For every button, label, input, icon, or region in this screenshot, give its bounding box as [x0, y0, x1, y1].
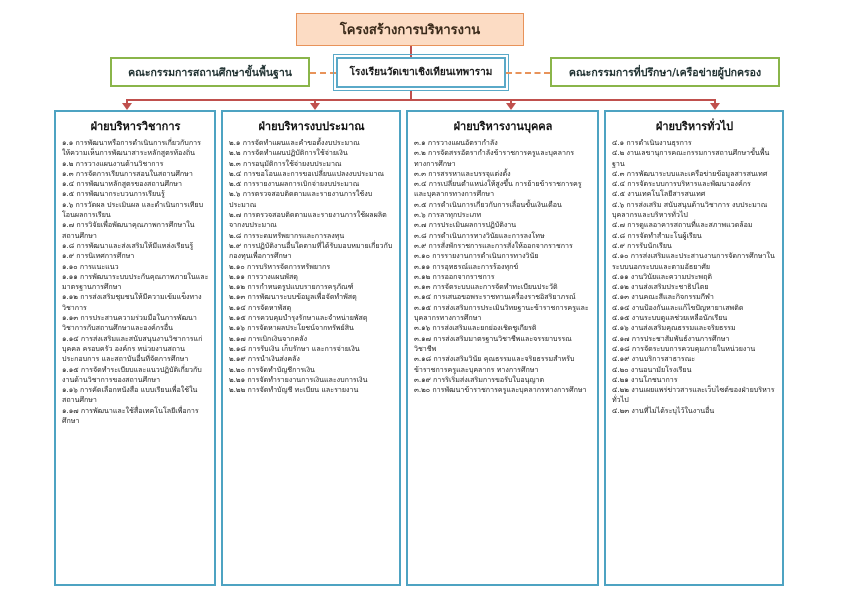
list-item: ๓.๘ การดำเนินการทางวินัยและการลงโทษ — [414, 230, 545, 240]
list-item: ๔.๑๙ งานบริการสาธารณะ — [612, 354, 696, 364]
list-item: ๓.๑๑ การอุทธรณ์และการร้องทุกข์ — [414, 261, 519, 271]
list-item: ๑.๑๓ การประสานความร่วมมือในการพัฒนาวิชาการกับสถานศึกษาและองค์กรอื่น — [62, 313, 197, 333]
list-item: ๔.๒ งานเลขานุการคณะกรรมการสถานศึกษาขั้นพื้นฐาน — [612, 148, 770, 168]
arrow-1 — [122, 103, 132, 110]
list-item: ๔.๑๒ งานส่งเสริมประชาธิปไตย — [612, 282, 709, 292]
arrow-2 — [310, 103, 320, 110]
list-item: ๔.๙ การรับนักเรียน — [612, 240, 672, 250]
dept-title: ฝ่ายบริหารงบประมาณ — [258, 120, 365, 133]
list-item: ๒.๑๒ การกำหนดรูปแบบรายการครุภัณฑ์ — [229, 282, 354, 292]
list-item: ๓.๙ การสั่งพักราชการและการสั่งให้ออกจากราชการ — [414, 240, 573, 250]
list-item: ๔.๑๗ การประชาสัมพันธ์งานการศึกษา — [612, 333, 730, 343]
list-item: ๔.๒๓ งานที่ไม่ได้ระบุไว้ในงานอื่น — [612, 405, 715, 415]
list-item: ๑.๘ การพัฒนาและส่งเสริมให้มีแหล่งเรียนรู้ — [62, 240, 194, 250]
list-item: ๓.๑๒ การออกจากราชการ — [414, 271, 495, 281]
list-item: ๒.๑๔ การจัดหาพัสดุ — [229, 302, 292, 312]
list-item: ๔.๖ การส่งเสริม สนับสนุนด้านวิชาการ งบประมาณบุคลากรและบริหารทั่วไป — [612, 199, 768, 220]
list-item: ๒.๑๙ การนำเงินส่งคลัง — [229, 354, 300, 364]
list-item: ๓.๑๐ การรายงานการดำเนินการทางวินัย — [414, 251, 539, 261]
list-item: ๔.๑๘ การจัดระบบการควบคุมภายในหน่วยงาน — [612, 343, 756, 353]
list-item: ๓.๕ การดำเนินการเกี่ยวกับการเลื่อนขั้นเงินเดือน — [414, 199, 562, 209]
list-item: ๓.๗ การประเมินผลการปฏิบัติงาน — [414, 220, 517, 230]
list-item: ๔.๑๕ งานระบบดูแลช่วยเหลือนักเรียน — [612, 313, 728, 323]
list-item: ๒.๑๕ การควบคุมบำรุงรักษาและจำหน่ายพัสดุ — [229, 313, 368, 323]
list-item: ๔.๘ การจัดทำสำมะโนผู้เรียน — [612, 230, 702, 240]
list-item: ๑.๓ การจัดการเรียนการสอนในสถานศึกษา — [62, 168, 193, 178]
list-item: ๔.๒๑ งานโภชนาการ — [612, 374, 678, 384]
list-item: ๑.๑๗ การพัฒนาและใช้สื่อเทคโนโลยีเพื่อการศึกษา — [62, 405, 199, 426]
list-item: ๒.๑ การจัดทำแผนและคำขอตั้งงบประมาณ — [229, 138, 360, 147]
list-item: ๑.๙ การนิเทศการศึกษา — [62, 251, 135, 261]
list-item: ๔.๑๓ งานคณะสีและกิจกรรมกีฬา — [612, 292, 714, 302]
right-dash-connector — [506, 72, 550, 74]
right-committee-box: คณะกรรมการที่ปรึกษา/เครือข่ายผู้ปกครอง — [550, 57, 780, 87]
dept-academic — [54, 110, 216, 586]
list-item: ๓.๑๔ การเสนอขอพระราชทานเครื่องราชอิสริยาภรณ์ — [414, 292, 576, 302]
list-item: ๒.๒๑ การจัดทำรายงานการเงินและงบการเงิน — [229, 374, 368, 384]
list-item: ๔.๒๒ งานเผยแพร่ข่าวสารและเว็บไซต์ของฝ่ายบริหารทั่วไป — [612, 385, 775, 405]
branch-line — [126, 99, 714, 101]
list-item: ๔.๓ การพัฒนาระบบและเครือข่ายข้อมูลสารสนเทศ — [612, 168, 768, 178]
list-item: ๒.๒ การจัดทำแผนปฏิบัติการใช้จ่ายเงิน — [229, 148, 348, 158]
list-item: ๑.๕ การพัฒนากระบวนการเรียนรู้ — [62, 189, 165, 199]
list-item: ๒.๒๐ การจัดทำบัญชีการเงิน — [229, 364, 315, 374]
list-item: ๒.๒๒ การจัดทำบัญชี ทะเบียน และรายงาน — [229, 385, 359, 395]
list-item: ๓.๑๕ การส่งเสริมการประเมินวิทยฐานะข้าราชการครูและบุคลากรทางการศึกษา — [414, 302, 589, 323]
list-item: ๔.๕ งานเทคโนโลยีสารสนเทศ — [612, 189, 706, 199]
list-item: ๒.๘ การระดมทรัพยากรและการลงทุน — [229, 230, 345, 240]
dept-items — [612, 138, 777, 416]
list-item: ๒.๑๗ การเบิกเงินจากคลัง — [229, 333, 308, 343]
dept-items — [62, 138, 209, 426]
left-dash-connector — [310, 72, 336, 74]
list-item: ๓.๒๐ การพัฒนาข้าราชการครูและบุคลากรทางการศึกษา — [414, 385, 587, 395]
list-item: ๓.๑๙ การริเริ่มส่งเสริมการขอรับใบอนุญาต — [414, 374, 545, 384]
dept-general — [604, 110, 784, 586]
list-item: ๑.๔ การพัฒนาหลักสูตรของสถานศึกษา — [62, 179, 182, 189]
list-item: ๒.๗ การตรวจสอบติดตามและรายงานการใช้ผลผลิตจากงบประมาณ — [229, 210, 387, 230]
list-item: ๓.๒ การจัดสรรอัตรากำลังข้าราชการครูและบุคลากรทางการศึกษา — [414, 148, 575, 168]
list-item: ๒.๑๘ การรับเงิน เก็บรักษา และการจ่ายเงิน — [229, 343, 360, 353]
list-item: ๓.๓ การสรรหาและบรรจุแต่งตั้ง — [414, 168, 511, 178]
list-item: ๔.๑๔ งานป้องกันและแก้ไขปัญหายาเสพติด — [612, 302, 744, 312]
list-item: ๒.๖ การตรวจสอบติดตามและรายงานการใช้งบประมาณ — [229, 189, 373, 209]
dept-title: ฝ่ายบริหารงานบุคคล — [453, 120, 553, 133]
list-item: ๓.๖ การลาทุกประเภท — [414, 210, 482, 220]
title-connector — [410, 46, 412, 57]
list-item: ๑.๑๕ การจัดทำระเบียบและแนวปฏิบัติเกี่ยวกับงานด้านวิชาการของสถานศึกษา — [62, 364, 202, 384]
dept-title: ฝ่ายบริหารทั่วไป — [655, 120, 734, 133]
list-item: ๓.๑๓ การจัดระบบและการจัดทำทะเบียนประวัติ — [414, 282, 558, 292]
dept-title: ฝ่ายบริหารวิชาการ — [90, 120, 181, 133]
school-box: โรงเรียนวัดเขาเชิงเทียนเทพาราม — [336, 57, 506, 88]
list-item: ๓.๑ การวางแผนอัตรากำลัง — [414, 138, 498, 147]
list-item: ๒.๕ การรายงานผลการเบิกจ่ายงบประมาณ — [229, 179, 360, 189]
dept-items — [229, 138, 394, 395]
list-item: ๒.๓ การอนุมัติการใช้จ่ายงบประมาณ — [229, 158, 342, 168]
dept-items — [414, 138, 592, 395]
list-item: ๒.๔ การขอโอนและการขอเปลี่ยนแปลงงบประมาณ — [229, 168, 385, 178]
list-item: ๑.๑ การพัฒนาหรือการดำเนินการเกี่ยวกับการให้ความเห็นการพัฒนาสาระหลักสูตรท้องถิ่น — [62, 138, 201, 158]
list-item: ๔.๑๖ งานส่งเสริมคุณธรรมและจริยธรรม — [612, 323, 736, 333]
list-item: ๓.๑๗ การส่งเสริมมาตรฐานวิชาชีพและจรรยาบรรณวิชาชีพ — [414, 333, 572, 353]
list-item: ๔.๒๐ งานอนามัยโรงเรียน — [612, 364, 692, 374]
left-committee-box: คณะกรรมการสถานศึกษาขั้นพื้นฐาน — [110, 57, 310, 87]
list-item: ๑.๗ การวิจัยเพื่อพัฒนาคุณภาพการศึกษาในสถานศึกษา — [62, 220, 195, 240]
chart-title: โครงสร้างการบริหารงาน — [296, 13, 524, 46]
list-item: ๔.๑๐ การส่งเสริมและประสานงานการจัดการศึกษาในระบบนอกระบบและตามอัธยาศัย — [612, 251, 775, 271]
list-item: ๔.๑๑ งานวินัยและความประพฤติ — [612, 271, 712, 281]
list-item: ๔.๑ การดำเนินงานธุรการ — [612, 138, 692, 147]
list-item: ๒.๙ การปฏิบัติงานอื่นใดตามที่ได้รับมอบหมายเกี่ยวกับกองทุนเพื่อการศึกษา — [229, 240, 393, 261]
list-item: ๑.๑๐ การแนะแนว — [62, 261, 119, 271]
list-item: ๑.๑๖ การคัดเลือกหนังสือ แบบเรียนเพื่อใช้ในสถานศึกษา — [62, 385, 198, 405]
list-item: ๑.๑๑ การพัฒนาระบบประกันคุณภาพภายในและมาตรฐานการศึกษา — [62, 271, 209, 292]
list-item: ๒.๑๓ การพัฒนาระบบข้อมูลเพื่อจัดทำพัสดุ — [229, 292, 357, 302]
list-item: ๔.๔ การจัดระบบการบริหารและพัฒนาองค์กร — [612, 179, 751, 189]
list-item: ๒.๑๐ การบริหารจัดการทรัพยากร — [229, 261, 331, 271]
list-item: ๓.๑๘ การส่งเสริมวินัย คุณธรรมและจริยธรรมสำหรับข้าราชการครูและบุคลากร ทางการศึกษา — [414, 354, 575, 374]
list-item: ๑.๖ การวัดผล ประเมินผล และดำเนินการเทียบโอนผลการเรียน — [62, 199, 204, 220]
list-item: ๓.๔ การเปลี่ยนตำแหน่งให้สูงขึ้น การย้ายข้าราชการครูและบุคลากรทางการศึกษา — [414, 179, 582, 199]
list-item: ๓.๑๖ การส่งเสริมและยกย่องเชิดชูเกียรติ — [414, 323, 537, 333]
arrow-3 — [506, 103, 516, 110]
dept-budget — [221, 110, 401, 586]
dept-personnel — [406, 110, 599, 586]
list-item: ๒.๑๖ การจัดหาผลประโยชน์จากทรัพย์สิน — [229, 323, 354, 333]
list-item: ๑.๑๒ การส่งเสริมชุมชนให้มีความเข้มแข็งทางวิชาการ — [62, 292, 202, 312]
list-item: ๔.๗ การดูแลอาคารสถานที่และสภาพแวดล้อม — [612, 220, 753, 230]
list-item: ๑.๒ การวางแผนงานด้านวิชาการ — [62, 158, 164, 168]
list-item: ๑.๑๔ การส่งเสริมและสนับสนุนงานวิชาการแก่บุคคล ครอบครัว องค์กร หน่วยงานสถานประกอบการ และสถาบันอื่นที่จัดการศึกษา — [62, 333, 203, 364]
arrow-4 — [710, 103, 720, 110]
list-item: ๒.๑๑ การวางแผนพัสดุ — [229, 271, 298, 281]
